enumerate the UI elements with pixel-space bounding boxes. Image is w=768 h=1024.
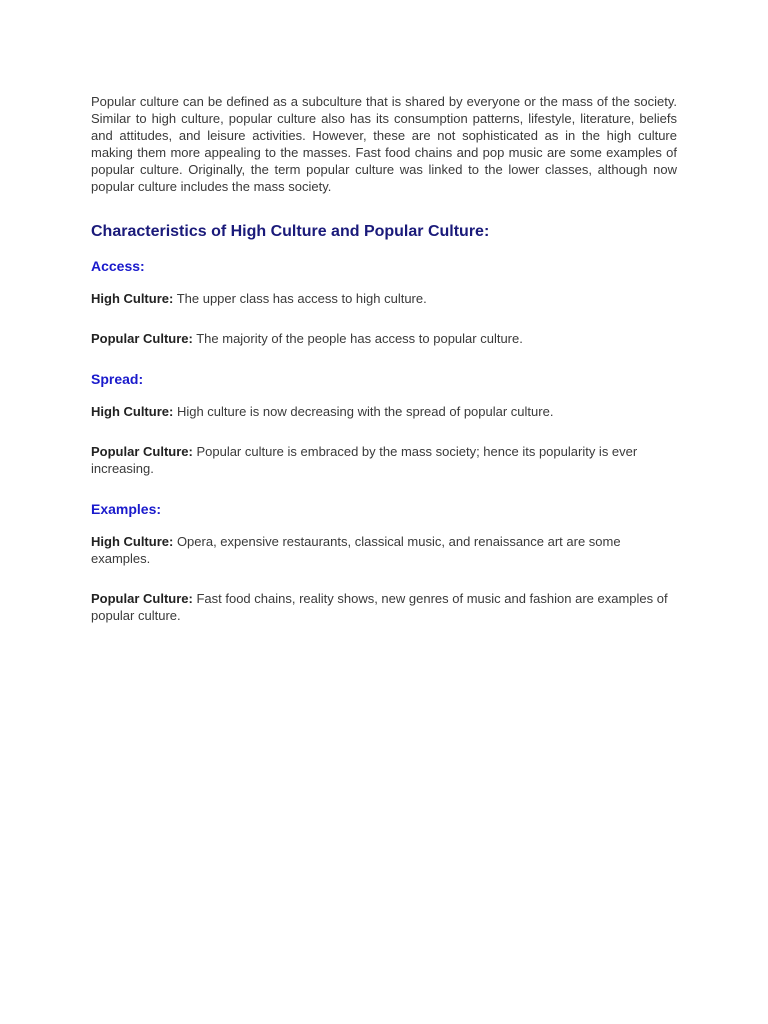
- examples-subheading: Examples:: [91, 501, 162, 517]
- intro-paragraph: Popular culture can be defined as a subculture that is shared by everyone or the mass of the society. Similar to high culture, popular culture also has its consumption patterns, lifestyle, literature, beliefs and attitudes, and leisure activities. However, these are not sophisticated as in the high culture making them more appealing to the masses. Fast food chains and pop music are some examples of popular culture. Originally, the term popular culture was linked to the lower classes, although now popular culture includes the mass society.: [91, 94, 677, 194]
- access-high-culture-text: The upper class has access to high culture.: [173, 291, 427, 306]
- spread-high-culture-text: High culture is now decreasing with the spread of popular culture.: [173, 404, 554, 419]
- spread-high-culture-label: High Culture:: [91, 404, 174, 419]
- access-popular-culture-paragraph: [91, 330, 677, 347]
- examples-popular-culture-label: Popular Culture:: [91, 591, 193, 606]
- access-subheading: Access:: [91, 258, 145, 274]
- examples-high-culture-label: High Culture:: [91, 534, 174, 549]
- spread-popular-culture-text: Popular culture is embraced by the mass society; hence its popularity is ever increasing.: [91, 444, 638, 476]
- examples-popular-culture-paragraph: [91, 590, 677, 624]
- spread-high-culture-paragraph: [91, 403, 677, 420]
- examples-high-culture-text: Opera, expensive restaurants, classical music, and renaissance art are some examples.: [91, 534, 621, 566]
- spread-popular-culture-paragraph: [91, 443, 677, 477]
- access-high-culture-label: High Culture:: [91, 291, 174, 306]
- section-heading: Characteristics of High Culture and Popular Culture:: [91, 223, 490, 240]
- spread-subheading: Spread:: [91, 371, 144, 387]
- spread-popular-culture-label: Popular Culture:: [91, 444, 193, 459]
- examples-popular-culture-text: Fast food chains, reality shows, new genres of music and fashion are examples of popular culture.: [91, 591, 668, 623]
- access-popular-culture-label: Popular Culture:: [91, 331, 193, 346]
- document-page: [91, 93, 677, 624]
- access-popular-culture-text: The majority of the people has access to popular culture.: [192, 331, 523, 346]
- access-high-culture-paragraph: [91, 290, 677, 307]
- examples-high-culture-paragraph: [91, 533, 677, 567]
